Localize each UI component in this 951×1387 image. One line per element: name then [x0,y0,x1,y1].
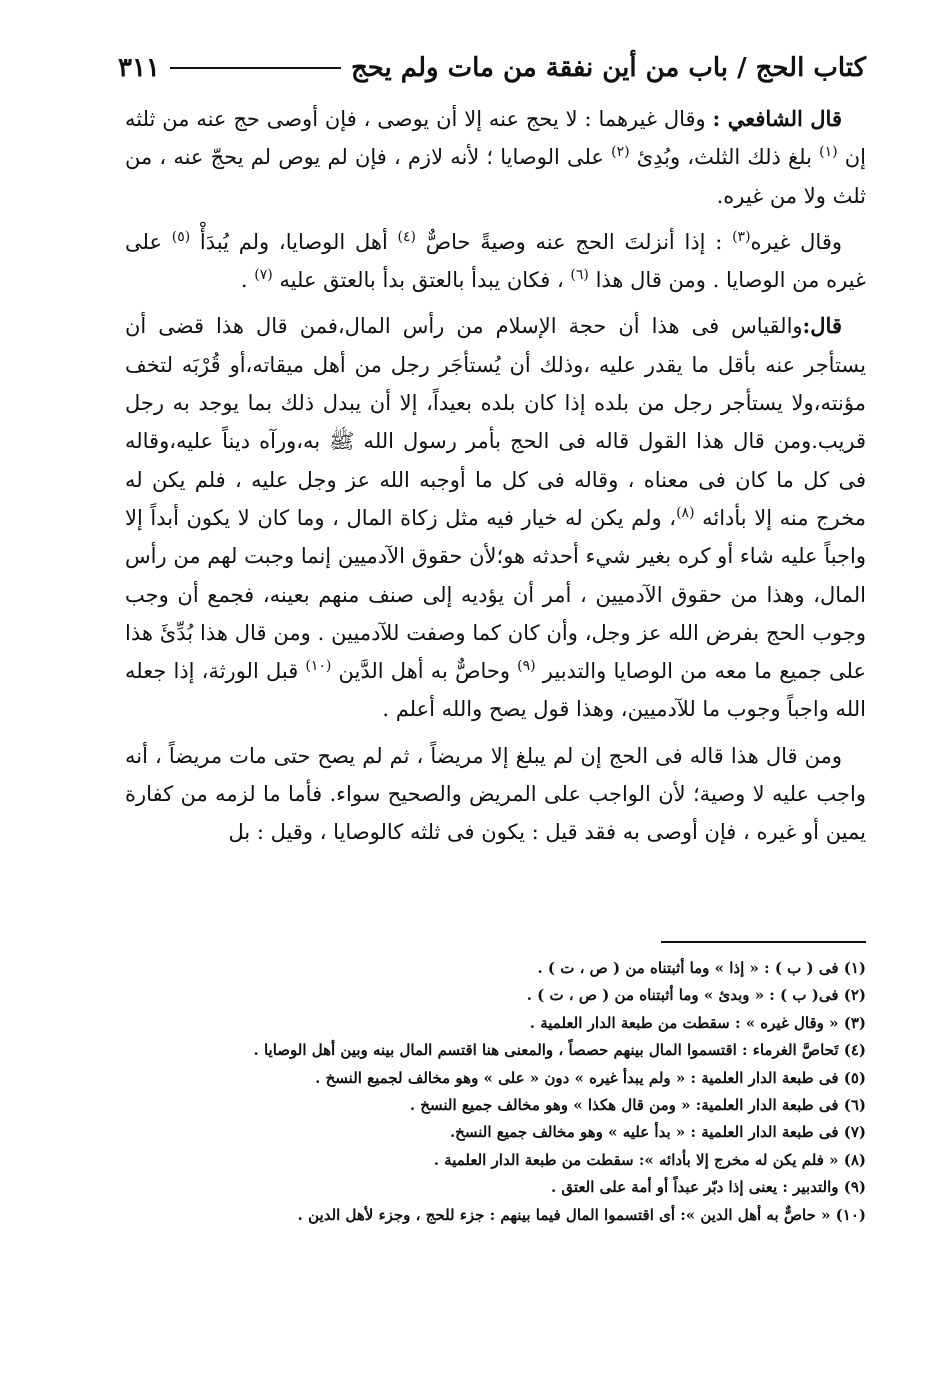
text-run: على غيره من الوصايا . ومن قال هذا [125,229,866,293]
running-title: كتاب الحج / باب من أين نفقة من مات ولم يحج [350,53,866,83]
page-header [118,48,866,88]
footnote-ref[interactable]: (١٠) [305,658,332,675]
footnote: (١٠) « حاصٌّ به أهل الدين »: أى اقتسموا المال فيما بينهم : جزء للحج ، وجزء لأهل الدين . [297,1205,866,1224]
paragraph [125,223,866,300]
text-run: ومن قال هذا قاله فى الحج إن لم يبلغ إلا مريضاً ، ثم لم يصح حتى مات مريضاً ، أنه واجب عليه لا وصية؛ لأن الواجب على المريض والصحيح سواء. فأما ما لزمه من كفارة يمين أو غيره ، فإن أوصى به فقد قيل : يكون فى ثلثه كالوصايا ، وقيل : بل [125,743,866,845]
text-run: أهل الوصايا، ولم يُبدَأْ [190,229,398,254]
footnote-rule [661,941,866,943]
text-run: ، ولم يكن له خيار فيه مثل زكاة المال ، وما كان لا يكون أبداً إلا واجباً عليه شاء أو كره بغير شيء أحدثه هو؛لأن حقوق الآدميين إنما وجبت لهم من رأس المال، وهذا من حقوق الآدميين ، أمر أن يؤديه إلى صنف منهم بعينه، فجمع أن وجب وجوب الحج بفرض الله عز وجل، وأن كان كما وصفت للآدميين . ومن قال هذا بُدِّئَ هذا على جميع ما معه من الوصايا والتدبير [125,505,866,684]
footnote: (٨) « فلم يكن له مخرج إلا بأدائه »: سقطت من طبعة الدار العلمية . [433,1150,866,1169]
text-run: بلغ ذلك الثلث، وبُدِئ [629,145,820,170]
footnote: (٦) فى طبعة الدار العلمية: « ومن قال هكذا » وهو مخالف جميع النسخ . [409,1096,866,1115]
footnote: (٧) فى طبعة الدار العلمية : « بدأ عليه » وهو مخالف جميع النسخ. [449,1123,866,1142]
text-run: وقال غيرهما : لا يحج عنه إلا أن يوصى ، فإن أوصى حج عنه من ثلثه إن [125,107,866,170]
footnotes [125,955,866,1229]
text-run: . [240,268,255,293]
footnote-ref[interactable]: (١) [819,144,838,161]
text-run: ، فكان يبدأ بالعتق بدأ بالعتق عليه [272,268,571,293]
footnote: (٩) والتدبير : يعنى إذا دبّر عبداً أو أمة على العتق . [550,1178,866,1197]
paragraph-lead: قال: [802,313,842,339]
text-run: : إذا أنزلتَ الحج عنه وصيةً حاصٌّ [416,229,733,254]
footnote-ref[interactable]: (٤) [397,228,417,245]
footnote-ref[interactable]: (٨) [676,504,695,521]
paragraph-lead: قال الشافعي : [712,106,842,131]
page-number: ٣١١ [118,53,160,83]
footnote: (١) فى ( ب ) : « إذا » وما أثبتناه من ( ص ، ت ) . [537,959,866,977]
header-rule [170,67,341,69]
footnote: (٣) « وقال غيره » : سقطت من طبعة الدار العلمية . [529,1013,866,1032]
footnote-ref[interactable]: (٢) [611,144,630,161]
text-run: وحاصٌّ به أهل الدَّين [331,659,518,684]
footnote-ref[interactable]: (٥) [171,228,191,245]
paragraph [125,100,866,215]
footnote: (٤) تَحاصَّ الغرماء : اقتسموا المال بينهم حصصاً ، والمعنى هنا اقتسم المال بينه وبين أهل الوصايا . [253,1041,866,1060]
text-run: والقياس فى هذا أن حجة الإسلام من رأس المال،فمن قال هذا قضى أن يستأجر عنه بأقل ما يقدر عليه ،وذلك أن يُستأجَر رجل من أهل ميقاته،أو قُرْبَه لتخف مؤنته،ولا يستأجر رجل من بلده إذا كان بلده بعيداً، إلا أن يبدل ذلك بما يوجد به رجل قريب.ومن قال هذا القول قاله فى الحج بأمر رسول الله ﷺ به،ورآه ديناً عليه،وقاله فى كل ما كان فى معناه ، وقاله فى كل ما أوجبه الله عز وجل عليه ، فلم يكن له مخرج منه إلا بأدائه [125,314,866,530]
footnote-ref[interactable]: (٣) [732,228,751,245]
paragraph [125,307,866,728]
main-text [125,100,866,860]
text-run: وقال غيره [750,229,843,254]
paragraph [125,737,866,852]
text-run: قبل الورثة، إذا جعله الله واجباً وجوب ما للآدميين، وهذا قول يصح والله أعلم . [125,659,866,722]
text-run: على الوصايا ؛ لأنه لازم ، فإن لم يوص لم يحجّ عنه ، من ثلث ولا من غيره. [125,145,866,208]
footnote-ref[interactable]: (٧) [254,267,273,284]
footnote-ref[interactable]: (٩) [517,658,536,675]
footnote: (٥) فى طبعة الدار العلمية : « ولم يبدأ غيره » دون « على » وهو مخالف لجميع النسخ . [315,1068,866,1087]
footnote: (٢) فى( ب ) : « وبدئ » وما أثبتناه من ( ص ، ت ) . [526,986,866,1005]
footnote-ref[interactable]: (٦) [570,267,589,284]
